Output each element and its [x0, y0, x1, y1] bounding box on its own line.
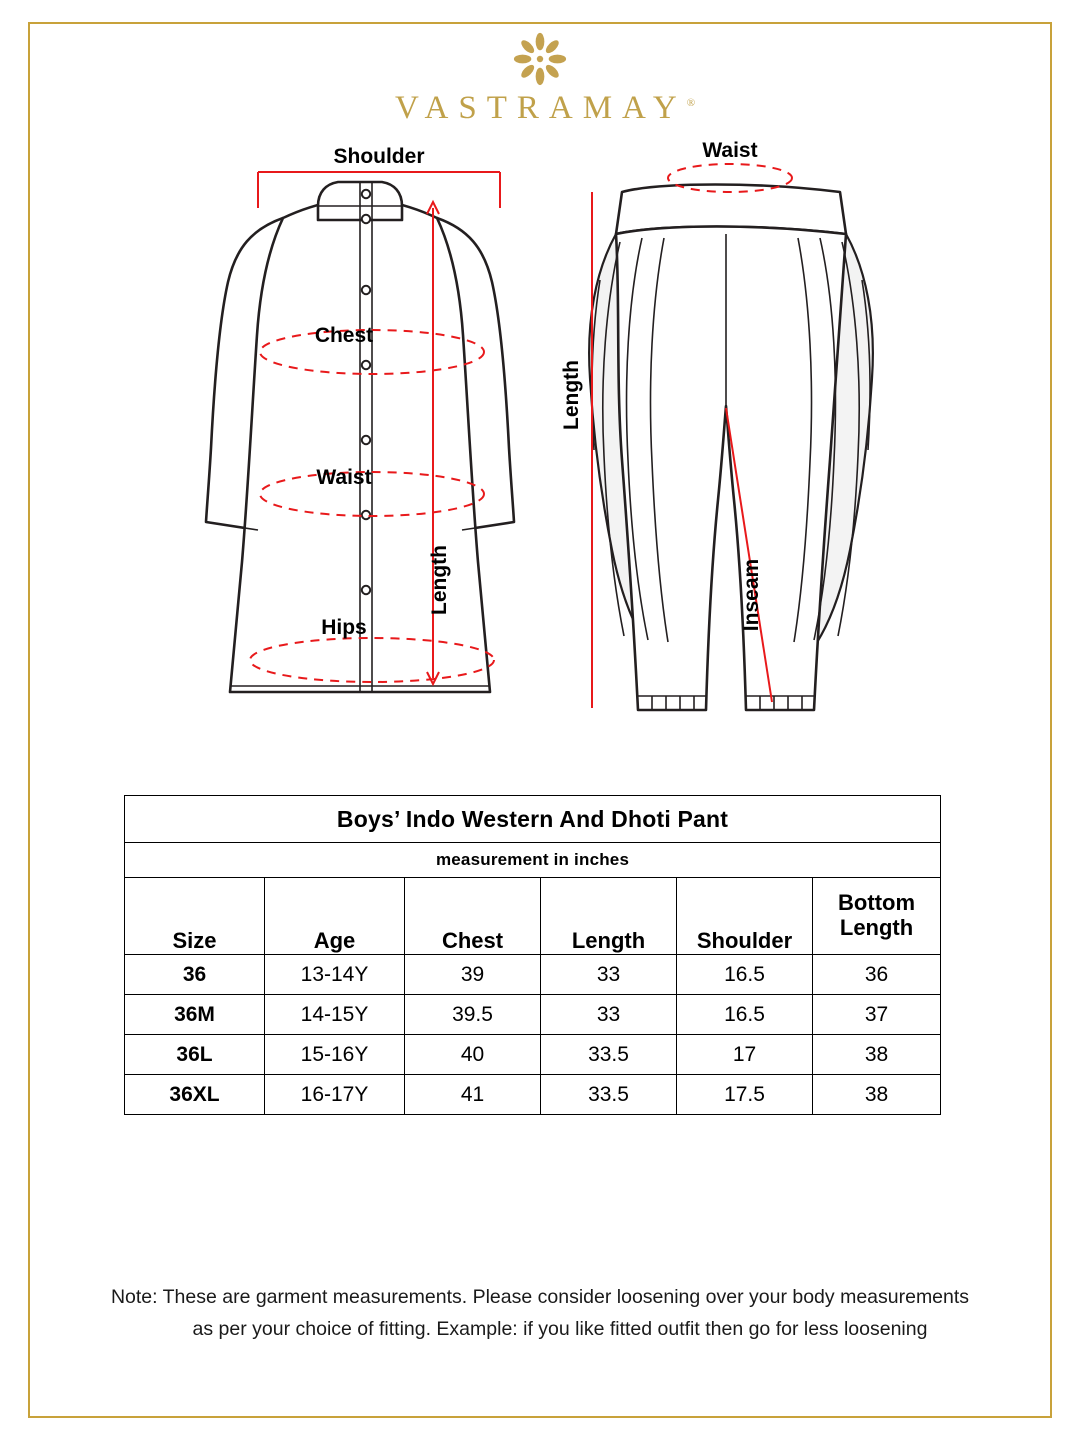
cell-age: 13-14Y [265, 955, 405, 995]
brand-name-text: VASTRAMAY [394, 90, 687, 126]
size-table [124, 795, 941, 1115]
brand-header [0, 30, 1080, 127]
cell-age: 15-16Y [265, 1035, 405, 1075]
table-row [125, 955, 941, 995]
column-header-shoulder: Shoulder [677, 878, 813, 955]
cell-age: 14-15Y [265, 995, 405, 1035]
table-row [125, 995, 941, 1035]
registered-mark: ® [686, 97, 696, 109]
cell-length: 33.5 [541, 1075, 677, 1115]
column-header-age: Age [265, 878, 405, 955]
column-header-bottom-length-line1: Bottom [838, 890, 916, 916]
floral-star-icon [511, 30, 569, 88]
cell-length: 33 [541, 955, 677, 995]
label-chest: Chest [314, 324, 374, 347]
column-header-length: Length [541, 878, 677, 955]
cell-shoulder: 16.5 [677, 995, 813, 1035]
label-hips: Hips [321, 616, 367, 639]
cell-chest: 41 [405, 1075, 541, 1115]
cell-bottom-length: 38 [813, 1075, 941, 1115]
table-header-row [125, 878, 941, 955]
column-header-size: Size [125, 878, 265, 955]
note-line-1: Note: These are garment measurements. Please consider loosening over your body measurements [110, 1286, 970, 1308]
note-text [54, 1282, 1026, 1345]
cell-size: 36L [125, 1035, 265, 1075]
brand-name [385, 90, 695, 127]
cell-bottom-length: 36 [813, 955, 941, 995]
cell-length: 33 [541, 995, 677, 1035]
column-header-chest: Chest [405, 878, 541, 955]
cell-shoulder: 16.5 [677, 955, 813, 995]
label-shoulder: Shoulder [333, 145, 425, 168]
column-header-bottom-length-line2: Length [839, 915, 914, 940]
cell-shoulder: 17 [677, 1035, 813, 1075]
cell-size: 36M [125, 995, 265, 1035]
label-waist-bottom: Waist [702, 139, 758, 162]
label-length-bottom: Length [560, 360, 583, 430]
cell-shoulder: 17.5 [677, 1075, 813, 1115]
cell-size: 36XL [125, 1075, 265, 1115]
note-line-2: as per your choice of fitting. Example: if you like fitted outfit then go for less loosening [192, 1317, 928, 1340]
cell-chest: 39.5 [405, 995, 541, 1035]
table-row [125, 1075, 941, 1115]
column-header-bottom-length [813, 878, 941, 955]
cell-age: 16-17Y [265, 1075, 405, 1115]
cell-size: 36 [125, 955, 265, 995]
table-title-row [125, 796, 941, 843]
size-table-wrapper [124, 795, 940, 1115]
cell-chest: 39 [405, 955, 541, 995]
table-title: Boys’ Indo Western And Dhoti Pant [125, 796, 941, 843]
table-row [125, 1035, 941, 1075]
cell-bottom-length: 37 [813, 995, 941, 1035]
indo-western-illustration [206, 145, 514, 692]
label-inseam: Inseam [740, 558, 763, 632]
label-length-top: Length [428, 545, 451, 615]
table-subtitle-row [125, 843, 941, 878]
cell-chest: 40 [405, 1035, 541, 1075]
table-subtitle: measurement in inches [125, 843, 941, 878]
dhoti-pant-illustration [560, 139, 873, 710]
garment-measurement-diagram [0, 130, 1080, 730]
cell-length: 33.5 [541, 1035, 677, 1075]
cell-bottom-length: 38 [813, 1035, 941, 1075]
label-waist-top: Waist [316, 466, 372, 489]
